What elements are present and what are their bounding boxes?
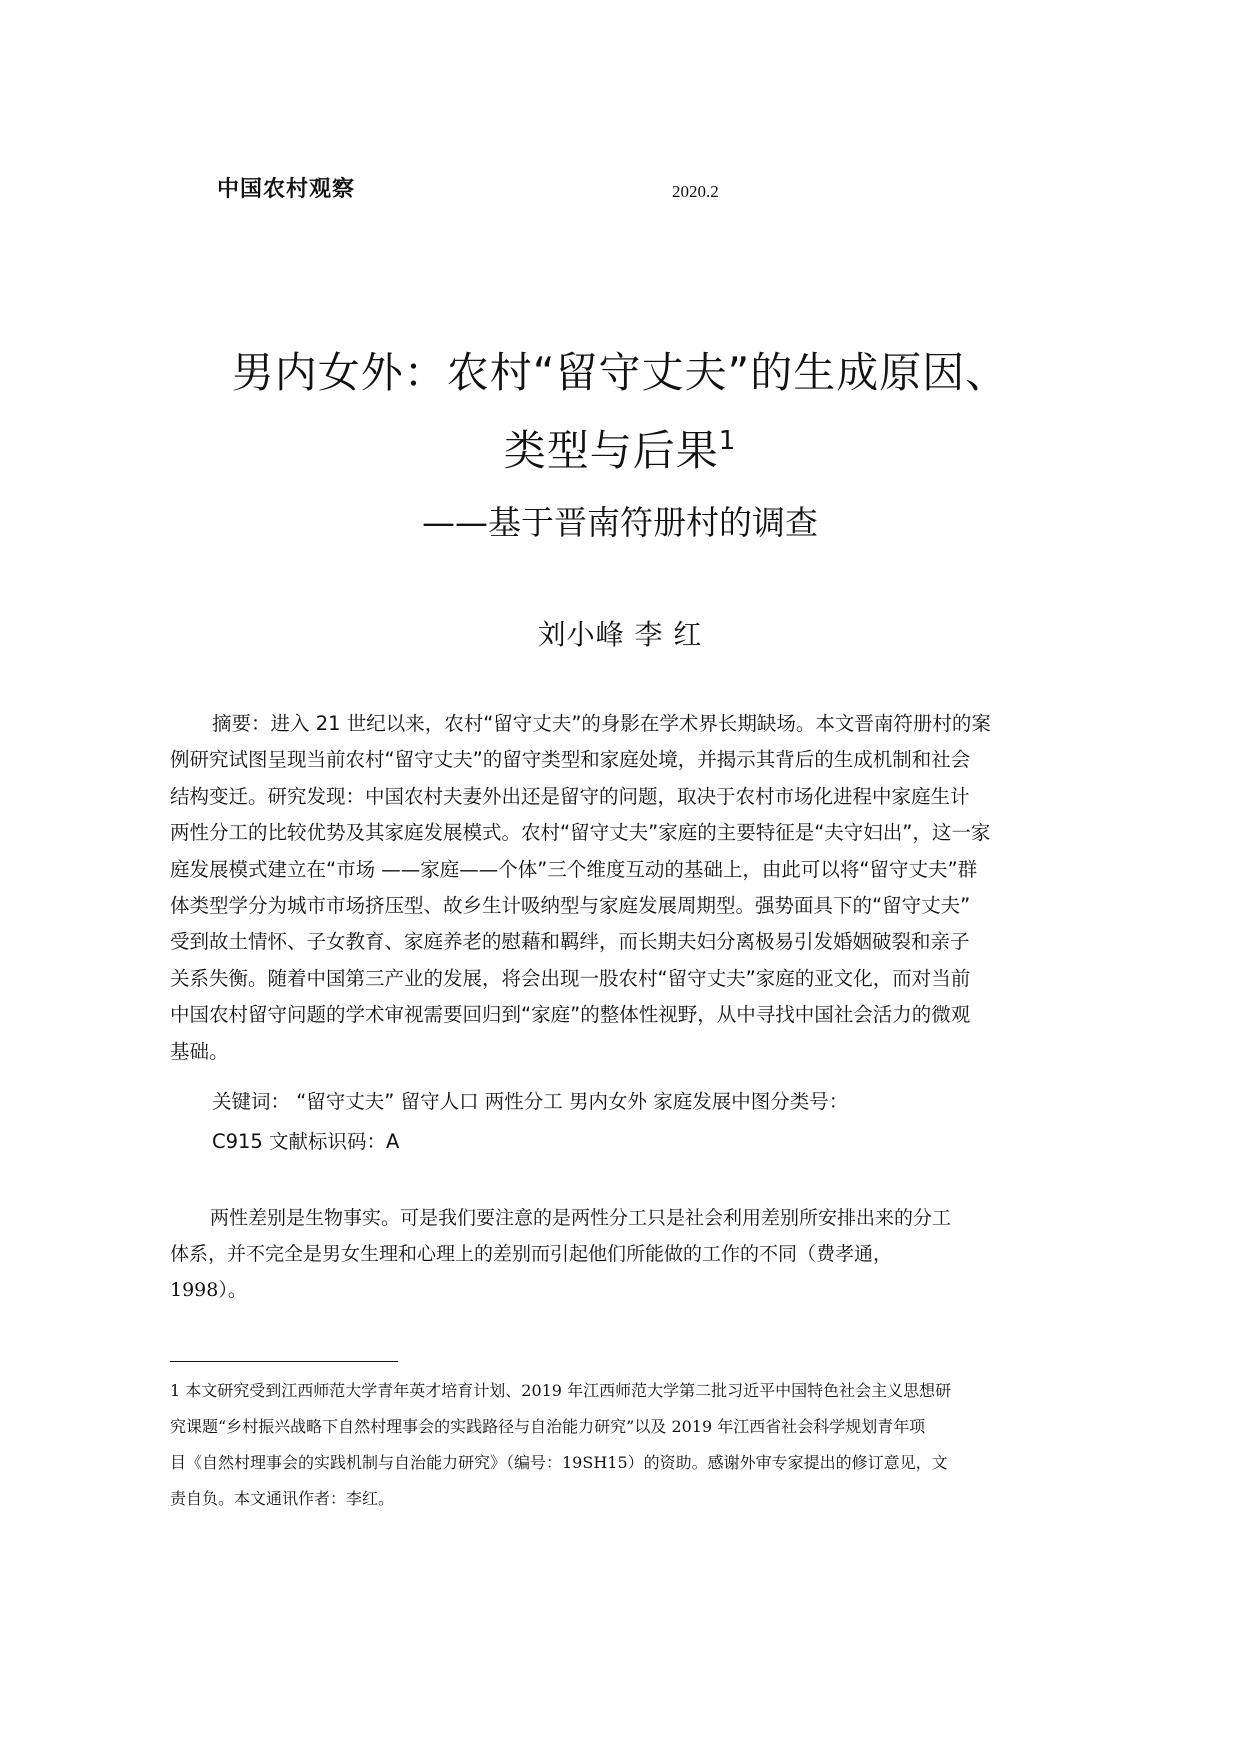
footnote-line: 1 本文研究受到江西师范大学青年英才培育计划、2019 年江西师范大学第二批习近平中国特色社会主义思想研 (170, 1381, 952, 1400)
authors: 刘小峰 李 红 (537, 618, 703, 651)
abstract-line: 基础。 (170, 1039, 229, 1063)
article-title-text: 类型与后果 (503, 426, 719, 475)
keywords-line: 关键词： “留守丈夫” 留守人口 两性分工 男内女外 家庭发展中图分类号： (212, 1090, 849, 1113)
abstract-line: 中国农村留守问题的学术审视需要回归到“家庭”的整体性视野，从中寻找中国社会活力的微观 (170, 1003, 971, 1027)
body-line: 1998）。 (170, 1279, 247, 1301)
abstract-line: 例研究试图呈现当前农村“留守丈夫”的留守类型和家庭处境，并揭示其背后的生成机制和社会 (170, 748, 971, 772)
body-paragraph (170, 1200, 1080, 1308)
issue-number: 2020.2 (672, 182, 719, 201)
footnote-line: 目《自然村理事会的实践机制与自治能力研究》（编号：19SH15）的资助。感谢外审专家提出的修订意见，文 (170, 1453, 948, 1472)
article-subtitle: ——基于晋南符册村的调查 (422, 503, 818, 542)
footnote-divider (170, 1361, 398, 1362)
keywords (170, 1082, 1080, 1162)
abstract-line: 摘要：进入 21 世纪以来，农村“留守丈夫”的身影在学术界长期缺场。本文晋南符册村的案 (212, 712, 991, 735)
abstract-line: 受到故土情怀、子女教育、家庭养老的慰藉和羁绊，而长期夫妇分离极易引发婚姻破裂和亲子 (170, 930, 970, 954)
abstract-line: 两性分工的比较优势及其家庭发展模式。农村“留守丈夫”家庭的主要特征是“夫守妇出”，这一家 (170, 821, 991, 845)
article-title-line-2 (0, 418, 1240, 478)
abstract-line: 关系失衡。随着中国第三产业的发展，将会出现一股农村“留守丈夫”家庭的亚文化，而对当前 (170, 966, 971, 990)
body-line: 体系，并不完全是男女生理和心理上的差别而引起他们所能做的工作的不同（费孝通， (170, 1243, 893, 1265)
classification-line: C915 文献标识码：A (212, 1130, 400, 1153)
body-line: 两性差别是生物事实。可是我们要注意的是两性分工只是社会利用差别所安排出来的分工 (210, 1207, 952, 1229)
abstract-line: 结构变迁。研究发现：中国农村夫妻外出还是留守的问题，取决于农村市场化进程中家庭生计 (170, 784, 970, 808)
article-title-line-1: 男内女外：农村“留守丈夫”的生成原因、 (231, 348, 1009, 397)
abstract (170, 706, 1080, 1070)
journal-logo: 中国农村观察 (217, 177, 356, 202)
abstract-line: 庭发展模式建立在“市场 ——家庭——个体”三个维度互动的基础上，由此可以将“留守丈夫”群 (170, 857, 978, 881)
abstract-line: 体类型学分为城市市场挤压型、故乡生计吸纳型与家庭发展周期型。强势面具下的“留守丈夫” (170, 894, 971, 918)
footnote-line: 责自负。本文通讯作者：李红。 (170, 1489, 395, 1508)
title-footnote-mark[interactable]: 1 (718, 426, 737, 456)
footnote (170, 1373, 1080, 1517)
footnote-line: 究课题“乡村振兴战略下自然村理事会的实践路径与自治能力研究”以及 2019 年江西省社会科学规划青年项 (170, 1417, 926, 1436)
